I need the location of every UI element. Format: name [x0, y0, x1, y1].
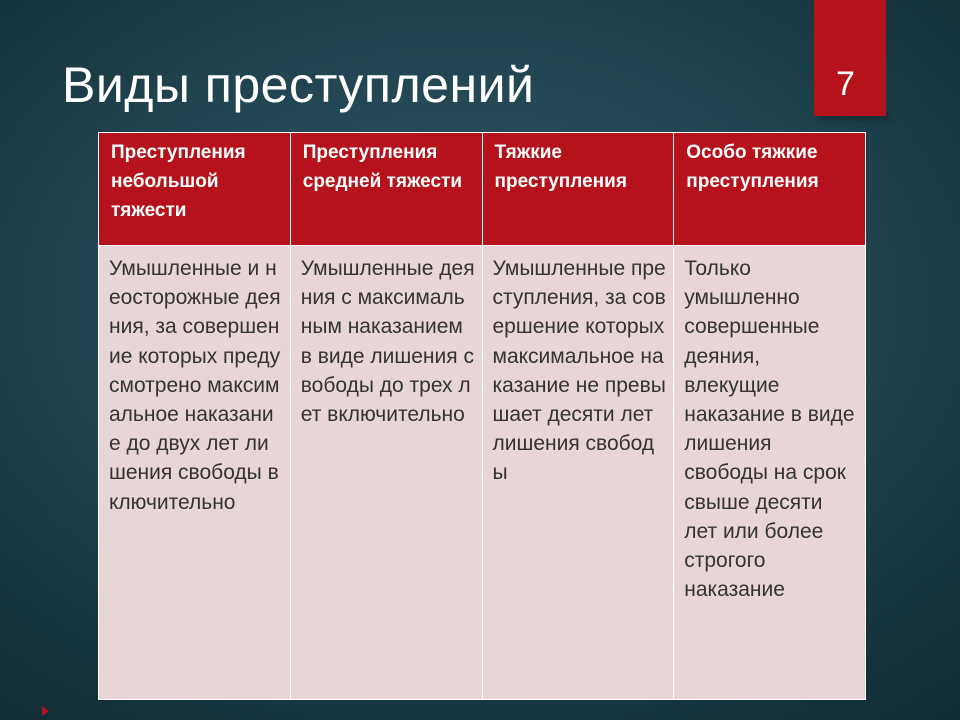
cell-medium-crimes: Умышленные деяния с максимальным наказанием в виде лишения свободы до трех лет включительно	[290, 246, 482, 700]
header-minor-crimes: Преступления небольшой тяжести	[99, 133, 291, 246]
crime-types-table	[98, 132, 866, 700]
cell-minor-crimes: Умышленные и неосторожные деяния, за совершение которых предусмотрено максимальное наказание до двух лет лишения свободы включительно	[99, 246, 291, 700]
header-especially-grave-crimes: Особо тяжкие преступления	[674, 133, 866, 246]
page-number: 7	[836, 65, 855, 103]
accent-arrow-icon	[42, 706, 49, 716]
slide-title: Виды преступлений	[62, 57, 535, 113]
table-header-row	[99, 133, 866, 246]
table-row	[99, 246, 866, 700]
cell-grave-crimes: Умышленные преступления, за совершение которых максимальное наказание не превышает десяти лет лишения свободы	[482, 246, 674, 700]
header-medium-crimes: Преступления средней тяжести	[290, 133, 482, 246]
cell-especially-grave-crimes: Только умышленно совершенные деяния, влекущие наказание в виде лишения свободы на срок свыше десяти лет или более строгого наказание	[674, 246, 866, 700]
page-number-tab	[814, 0, 886, 116]
header-grave-crimes: Тяжкие преступления	[482, 133, 674, 246]
